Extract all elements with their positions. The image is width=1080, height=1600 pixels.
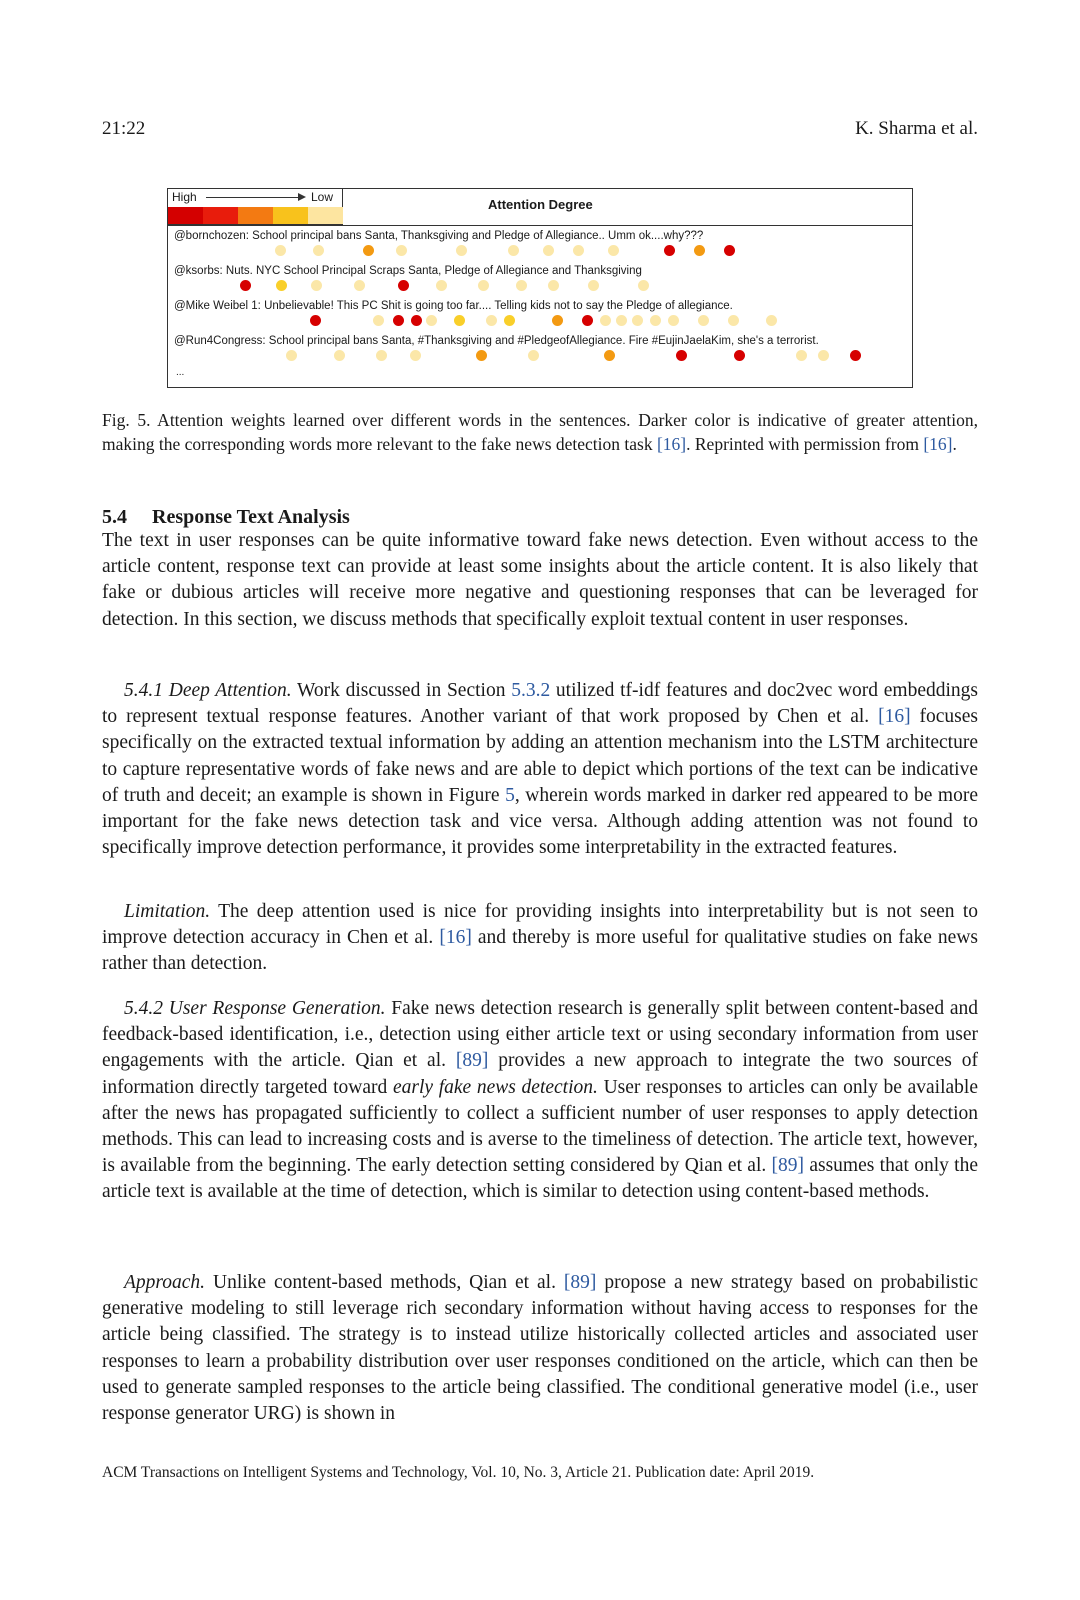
tweet-4: @Run4Congress: School principal bans Santa, #Thanksgiving and #PledgeofAllegiance. Fire #EujinJaelaKim, she's a terrorist. — [174, 335, 819, 347]
tweet-3: @Mike Weibel 1: Unbelievable! This PC Shit is going too far.... Telling kids not to say the Pledge of allegiance. — [174, 300, 733, 312]
attention-dot — [548, 280, 559, 291]
citation-link[interactable]: [16] — [878, 706, 911, 728]
attention-dot — [528, 350, 539, 361]
legend-arrow-icon — [206, 197, 298, 198]
attention-dot — [286, 350, 297, 361]
figure-divider — [168, 225, 912, 226]
attention-dot — [552, 315, 563, 326]
attention-dot — [600, 315, 611, 326]
citation-link[interactable]: [89] — [563, 1272, 597, 1293]
attention-dot — [582, 315, 593, 326]
tweet-2: @ksorbs: Nuts. NYC School Principal Scraps Santa, Pledge of Allegiance and Thanksgiving — [174, 265, 642, 277]
attention-dots-row-2 — [168, 280, 912, 294]
attention-dot — [676, 350, 687, 361]
attention-legend — [168, 189, 343, 225]
attention-dot — [426, 315, 437, 326]
attention-dot — [508, 245, 519, 256]
attention-dot — [766, 315, 777, 326]
legend-swatch — [168, 207, 203, 224]
legend-high-label: High — [172, 190, 197, 204]
attention-dot — [275, 245, 286, 256]
tweet-1: @bornchozen: School principal bans Santa, Thanksgiving and Pledge of Allegiance.. Umm ok....why??? — [174, 230, 704, 242]
attention-dot — [410, 350, 421, 361]
citation-link[interactable]: [16] — [656, 434, 687, 454]
attention-dot — [393, 315, 404, 326]
attention-dot — [240, 280, 251, 291]
attention-dot — [486, 315, 497, 326]
caption-label: Fig. 5. — [102, 410, 151, 430]
paragraph-approach: Approach. Unlike content-based methods, Qian et al. [89] propose a new strategy based on probabilistic generative modeling to still leverage rich secondary information without having access to responses for the article being classified. The strategy is to instead utilize historically collected articles and associated user responses to learn a probability distribution over user responses conditioned on the article, which can then be used to generate sampled responses to the article being classified. The conditional generative model (i.e., user response generator URG) is shown in — [102, 1272, 978, 1425]
paragraph-heading: Limitation. — [124, 901, 211, 922]
attention-dot — [363, 245, 374, 256]
attention-dot — [668, 315, 679, 326]
subsection-heading: 5.4.2 User Response Generation. — [124, 998, 386, 1019]
paragraph-limitation: Limitation. The deep attention used is nice for providing insights into interpretability but is not seen to improve detection accuracy in Chen et al. [16] and thereby is more useful for qualitative studies on fake news rather than detection. — [102, 901, 978, 975]
attention-dot — [311, 280, 322, 291]
attention-dot — [724, 245, 735, 256]
paragraph-deep-attention: 5.4.1 Deep Attention. Work discussed in Section 5.3.2 utilized tf-idf features and doc2vec word embeddings to represent textual response features. Another variant of that work proposed by Chen et al. [16] focuses specifically on the extracted textual information by adding an attention mechanism into the LSTM architecture to capture representative words of fake news and are able to depict which portions of the text can be indicative of truth and deceit; an example is shown in Figure 5, wherein words marked in darker red appeared to be more important for the fake news detection task and vice versa. Although adding attention was not found to specifically improve detection performance, it provides some interpretability in the extracted features. — [102, 680, 979, 859]
section-heading — [102, 506, 350, 529]
attention-dot — [650, 315, 661, 326]
attention-dot — [310, 315, 321, 326]
attention-dot — [573, 245, 584, 256]
attention-dot — [694, 245, 705, 256]
attention-dot — [543, 245, 554, 256]
attention-dot — [850, 350, 861, 361]
attention-dots-row-4 — [168, 350, 912, 364]
section-title: Response Text Analysis — [152, 506, 350, 528]
paragraph-heading: Approach. — [124, 1272, 206, 1293]
attention-dots-row-1 — [168, 245, 912, 259]
attention-dot — [313, 245, 324, 256]
attention-dot — [476, 350, 487, 361]
attention-dot — [436, 280, 447, 291]
citation-link[interactable]: [16] — [923, 434, 953, 454]
attention-dot — [664, 245, 675, 256]
attention-dot — [376, 350, 387, 361]
attention-dot — [504, 315, 515, 326]
legend-low-label: Low — [311, 190, 334, 204]
attention-dot — [354, 280, 365, 291]
attention-dot — [608, 245, 619, 256]
attention-dots-row-3 — [168, 315, 912, 329]
section-link[interactable]: 5.3.2 — [511, 680, 551, 701]
legend-color-scale — [168, 207, 343, 224]
attention-dot — [818, 350, 829, 361]
attention-dot — [454, 315, 465, 326]
attention-dot — [698, 315, 709, 326]
page-number: 21:22 — [102, 118, 146, 139]
attention-dot — [396, 245, 407, 256]
paragraph-user-response-generation: 5.4.2 User Response Generation. Fake news detection research is generally split between content-based and feedback-based identification, i.e., detection using either article text or using secondary information from user engagements with the article. Qian et al. [89] provides a new approach to integrate the two sources of information directly targeted toward early fake news detection. User responses to articles can only be available after the news has propagated sufficiently to collect a sufficient number of user responses to apply detection methods. This can lead to increasing costs and is averse to the timeliness of detection. The article text, however, is available from the beginning. The early detection setting considered by Qian et al. [89] assumes that only the article text is available at the time of detection, which is similar to detection using content-based methods. — [102, 998, 978, 1203]
figure-link[interactable]: 5 — [505, 784, 515, 806]
legend-swatch — [203, 207, 238, 224]
attention-dot — [373, 315, 384, 326]
attention-dot — [411, 315, 422, 326]
figure-title: Attention Degree — [488, 197, 593, 212]
attention-dot — [516, 280, 527, 291]
attention-dot — [588, 280, 599, 291]
attention-dot — [276, 280, 287, 291]
attention-figure — [167, 188, 913, 388]
legend-swatch — [273, 207, 308, 224]
figure-ellipsis: ... — [176, 367, 185, 378]
page-footer: ACM Transactions on Intelligent Systems and Technology, Vol. 10, No. 3, Article 21. Publication date: April 2019. — [102, 1464, 815, 1481]
citation-link[interactable]: [89] — [771, 1155, 805, 1177]
running-head-authors: K. Sharma et al. — [855, 118, 978, 139]
section-number: 5.4 — [102, 506, 127, 528]
attention-dot — [734, 350, 745, 361]
attention-dot — [632, 315, 643, 326]
attention-dot — [398, 280, 409, 291]
attention-dot — [616, 315, 627, 326]
figure-caption: Fig. 5. Attention weights learned over different words in the sentences. Darker color is indicative of greater attention, making the corresponding words more relevant to the fake news detection task [16]. Reprinted with permission from [16]. — [102, 410, 978, 454]
attention-dot — [478, 280, 489, 291]
attention-dot — [456, 245, 467, 256]
legend-swatch — [308, 207, 343, 224]
attention-dot — [728, 315, 739, 326]
subsection-heading: 5.4.1 Deep Attention. — [124, 680, 292, 701]
citation-link[interactable]: [89] — [455, 1050, 489, 1072]
legend-swatch — [238, 207, 273, 224]
paragraph-intro: The text in user responses can be quite informative toward fake news detection. Even without access to the article content, response text can provide at least some insights about the article content. It is also likely that fake or dubious articles will receive more negative and questioning responses that can be leveraged for detection. In this section, we discuss methods that specifically exploit textual content in user responses. — [102, 530, 978, 630]
citation-link[interactable]: [16] — [439, 927, 472, 949]
attention-dot — [796, 350, 807, 361]
attention-dot — [604, 350, 615, 361]
attention-dot — [334, 350, 345, 361]
attention-dot — [638, 280, 649, 291]
